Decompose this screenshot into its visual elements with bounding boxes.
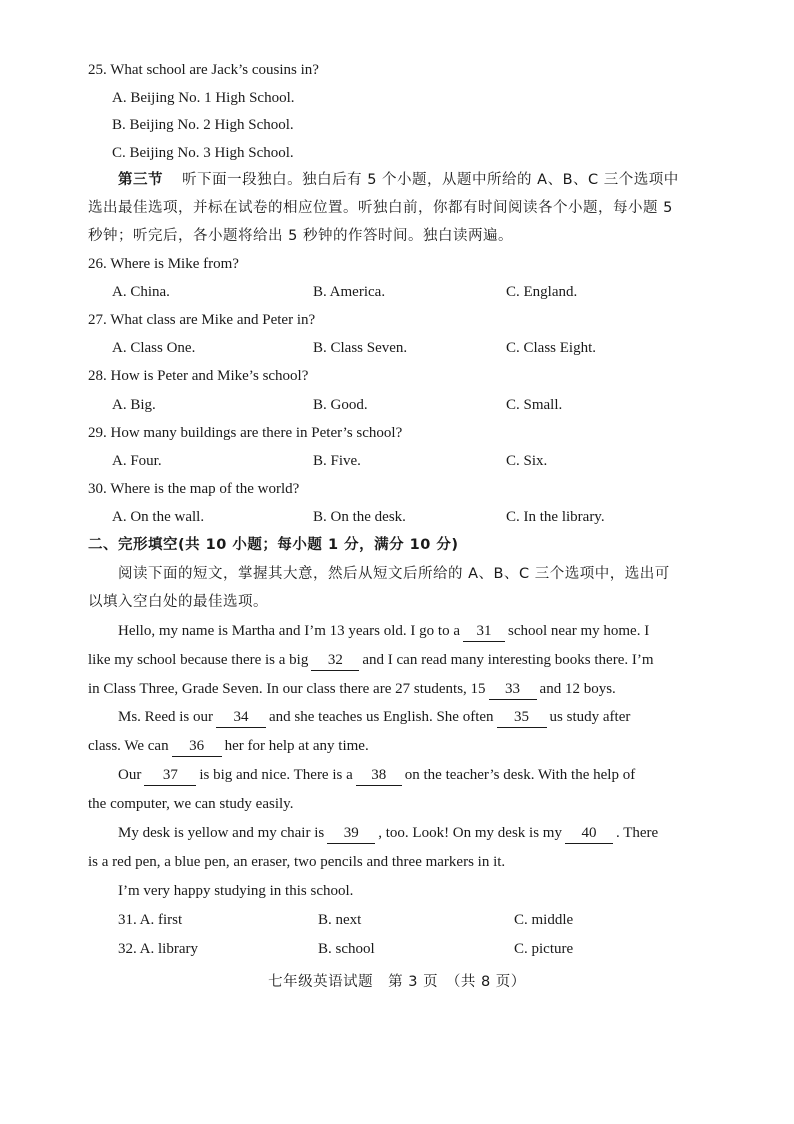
page-footer: 七年级英语试题 第 3 页 （共 8 页） xyxy=(268,974,526,990)
passage-line-1: Hello, my name is Martha and I’m 13 years old. I go to a 31 school near my home. I xyxy=(118,621,649,642)
option-29-b: B. Five. xyxy=(313,453,361,469)
part2-instruction-1: 阅读下面的短文，掌握其大意，然后从短文后所给的 A、B、C 三个选项中，选出可 xyxy=(118,566,670,582)
option-29-c: C. Six. xyxy=(506,453,548,469)
option-26-b: B. America. xyxy=(313,284,386,300)
option-27-b: B. Class Seven. xyxy=(313,340,408,356)
option-30-a: A. On the wall. xyxy=(112,509,205,525)
question-27: 27. What class are Mike and Peter in? xyxy=(88,312,316,328)
option-27-a: A. Class One. xyxy=(112,340,196,356)
option-31-a: 31. A. first xyxy=(118,912,183,928)
blank-36: 36 xyxy=(172,736,222,757)
question-28: 28. How is Peter and Mike’s school? xyxy=(88,368,309,384)
option-25-a: A. Beijing No. 1 High School. xyxy=(112,90,295,106)
blank-38: 38 xyxy=(356,765,402,786)
blank-32: 32 xyxy=(311,650,359,671)
passage-line-2: like my school because there is a big 32 and I can read many interesting books there. I’m xyxy=(88,650,654,671)
blank-31: 31 xyxy=(463,621,505,642)
blank-40: 40 xyxy=(565,823,613,844)
section3-heading: 第三节 xyxy=(118,172,163,188)
option-30-c: C. In the library. xyxy=(506,509,605,525)
option-28-c: C. Small. xyxy=(506,397,563,413)
part2-heading: 二、完形填空(共 10 小题；每小题 1 分，满分 10 分) xyxy=(88,537,459,553)
blank-33: 33 xyxy=(489,679,537,700)
blank-35: 35 xyxy=(497,707,547,728)
passage-line-8: My desk is yellow and my chair is 39 , too. Look! On my desk is my 40 . There xyxy=(118,823,658,844)
passage-line-6: Our 37 is big and nice. There is a 38 on the teacher’s desk. With the help of xyxy=(118,765,635,786)
option-31-c: C. middle xyxy=(514,912,574,928)
option-28-a: A. Big. xyxy=(112,397,156,413)
blank-34: 34 xyxy=(216,707,266,728)
option-26-c: C. England. xyxy=(506,284,578,300)
option-28-b: B. Good. xyxy=(313,397,368,413)
blank-37: 37 xyxy=(144,765,196,786)
passage-line-9: is a red pen, a blue pen, an eraser, two pencils and three markers in it. xyxy=(88,854,506,870)
option-29-a: A. Four. xyxy=(112,453,162,469)
option-32-b: B. school xyxy=(318,941,375,957)
passage-line-7: the computer, we can study easily. xyxy=(88,796,294,812)
section3-line2: 选出最佳选项，并标在试卷的相应位置。听独白前，你都有时间阅读各个小题，每小题 5 xyxy=(88,200,673,216)
part2-instruction-2: 以填入空白处的最佳选项。 xyxy=(88,594,268,610)
question-29: 29. How many buildings are there in Peter’s school? xyxy=(88,425,403,441)
passage-line-10: I’m very happy studying in this school. xyxy=(118,883,354,899)
passage-line-4: Ms. Reed is our 34 and she teaches us English. She often 35 us study after xyxy=(118,707,630,728)
question-26: 26. Where is Mike from? xyxy=(88,256,239,272)
option-25-b: B. Beijing No. 2 High School. xyxy=(112,117,294,133)
option-26-a: A. China. xyxy=(112,284,170,300)
passage-line-5: class. We can 36 her for help at any time. xyxy=(88,736,369,757)
passage-line-3: in Class Three, Grade Seven. In our class there are 27 students, 15 33 and 12 boys. xyxy=(88,679,616,700)
blank-39: 39 xyxy=(327,823,375,844)
option-30-b: B. On the desk. xyxy=(313,509,406,525)
option-32-c: C. picture xyxy=(514,941,574,957)
section3-line3: 秒钟；听完后，各小题将给出 5 秒钟的作答时间。独白读两遍。 xyxy=(88,228,513,244)
option-32-a: 32. A. library xyxy=(118,941,198,957)
question-30: 30. Where is the map of the world? xyxy=(88,481,300,497)
option-31-b: B. next xyxy=(318,912,362,928)
section3-line1: 第三节 听下面一段独白。独白后有 5 个小题，从题中所给的 A、B、C 三个选项中 xyxy=(118,172,679,188)
option-25-c: C. Beijing No. 3 High School. xyxy=(112,145,294,161)
question-25: 25. What school are Jack’s cousins in? xyxy=(88,62,319,78)
option-27-c: C. Class Eight. xyxy=(506,340,597,356)
